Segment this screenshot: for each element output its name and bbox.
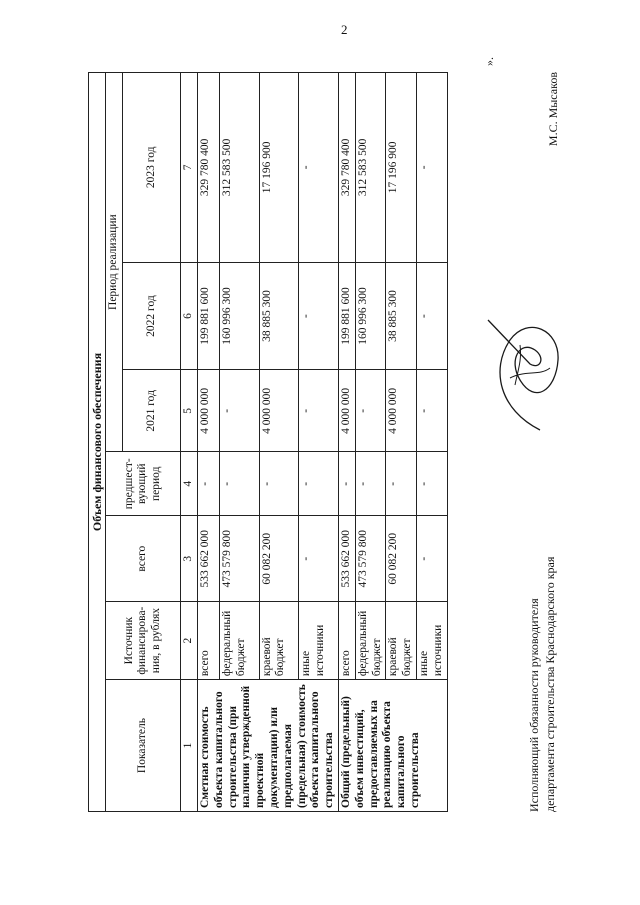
value-cell: 4 000 000 xyxy=(259,370,299,452)
source-cell: иные источники xyxy=(416,602,447,680)
signer-position-line1: Исполняющий обязанности руководителя xyxy=(527,598,541,812)
value-cell: - xyxy=(259,452,299,516)
header-source: Источник финансирова-ния, в рублях xyxy=(106,602,181,680)
column-index: 6 xyxy=(181,262,198,370)
value-cell: - xyxy=(338,452,355,516)
value-cell: - xyxy=(197,452,219,516)
closing-quote: ». xyxy=(482,57,496,66)
value-cell: - xyxy=(416,73,447,263)
header-period: Период реализации xyxy=(106,73,123,452)
value-cell: 312 583 500 xyxy=(219,73,259,263)
value-cell: - xyxy=(416,516,447,602)
row-label-total-investment: Общий (предельный) объем инвестиций, предоставляемых на реализацию объекта капитального строительства xyxy=(338,680,447,812)
column-index: 3 xyxy=(181,516,198,602)
column-index: 1 xyxy=(181,680,198,812)
header-year-2022: 2022 год xyxy=(123,262,181,370)
financing-table xyxy=(88,72,448,812)
value-cell: - xyxy=(219,370,259,452)
value-cell: 199 881 600 xyxy=(338,262,355,370)
table-caption: Объем финансового обеспечения xyxy=(89,73,106,812)
value-cell: - xyxy=(416,370,447,452)
value-cell: - xyxy=(386,452,417,516)
source-cell: краевой бюджет xyxy=(386,602,417,680)
value-cell: - xyxy=(299,262,339,370)
table-row xyxy=(197,73,219,812)
source-cell: всего xyxy=(197,602,219,680)
value-cell: 473 579 800 xyxy=(219,516,259,602)
header-indicator: Показатель xyxy=(106,680,181,812)
value-cell: 60 082 200 xyxy=(259,516,299,602)
source-cell: федеральный бюджет xyxy=(219,602,259,680)
source-cell: иные источники xyxy=(299,602,339,680)
value-cell: - xyxy=(355,370,386,452)
value-cell: 38 885 300 xyxy=(259,262,299,370)
value-cell: - xyxy=(219,452,259,516)
value-cell: 17 196 900 xyxy=(259,73,299,263)
value-cell: - xyxy=(355,452,386,516)
source-cell: краевой бюджет xyxy=(259,602,299,680)
value-cell: 533 662 000 xyxy=(338,516,355,602)
value-cell: 473 579 800 xyxy=(355,516,386,602)
value-cell: - xyxy=(416,452,447,516)
value-cell: 60 082 200 xyxy=(386,516,417,602)
value-cell: 4 000 000 xyxy=(197,370,219,452)
value-cell: - xyxy=(299,73,339,263)
value-cell: 533 662 000 xyxy=(197,516,219,602)
value-cell: 329 780 400 xyxy=(338,73,355,263)
value-cell: 160 996 300 xyxy=(219,262,259,370)
value-cell: - xyxy=(299,516,339,602)
value-cell: - xyxy=(299,370,339,452)
signer-position-line2: департамента строительства Краснодарского края xyxy=(543,556,558,812)
header-year-2023: 2023 год xyxy=(123,73,181,263)
column-index: 2 xyxy=(181,602,198,680)
value-cell: 4 000 000 xyxy=(338,370,355,452)
value-cell: 160 996 300 xyxy=(355,262,386,370)
value-cell: - xyxy=(416,262,447,370)
value-cell: 199 881 600 xyxy=(197,262,219,370)
row-label-estimated-cost: Сметная стоимость объекта капитального строительства (при наличии утвержденной проектной документации) или предполагаемая (предельная) стоимость объекта капитального строительства xyxy=(197,680,338,812)
rotated-content xyxy=(88,57,560,812)
source-cell: федеральный бюджет xyxy=(355,602,386,680)
value-cell: - xyxy=(299,452,339,516)
page-number: 2 xyxy=(341,22,348,37)
header-prior-period: предшест-вующий период xyxy=(106,452,181,516)
signer-name: М.С. Мысаков xyxy=(546,72,560,147)
column-index: 7 xyxy=(181,73,198,263)
column-index: 4 xyxy=(181,452,198,516)
value-cell: 38 885 300 xyxy=(386,262,417,370)
column-index: 5 xyxy=(181,370,198,452)
header-year-2021: 2021 год xyxy=(123,370,181,452)
table-row xyxy=(338,73,355,812)
value-cell: 329 780 400 xyxy=(197,73,219,263)
source-cell: всего xyxy=(338,602,355,680)
value-cell: 312 583 500 xyxy=(355,73,386,263)
value-cell: 17 196 900 xyxy=(386,73,417,263)
value-cell: 4 000 000 xyxy=(386,370,417,452)
signature-block xyxy=(526,72,558,812)
header-total: всего xyxy=(106,516,181,602)
